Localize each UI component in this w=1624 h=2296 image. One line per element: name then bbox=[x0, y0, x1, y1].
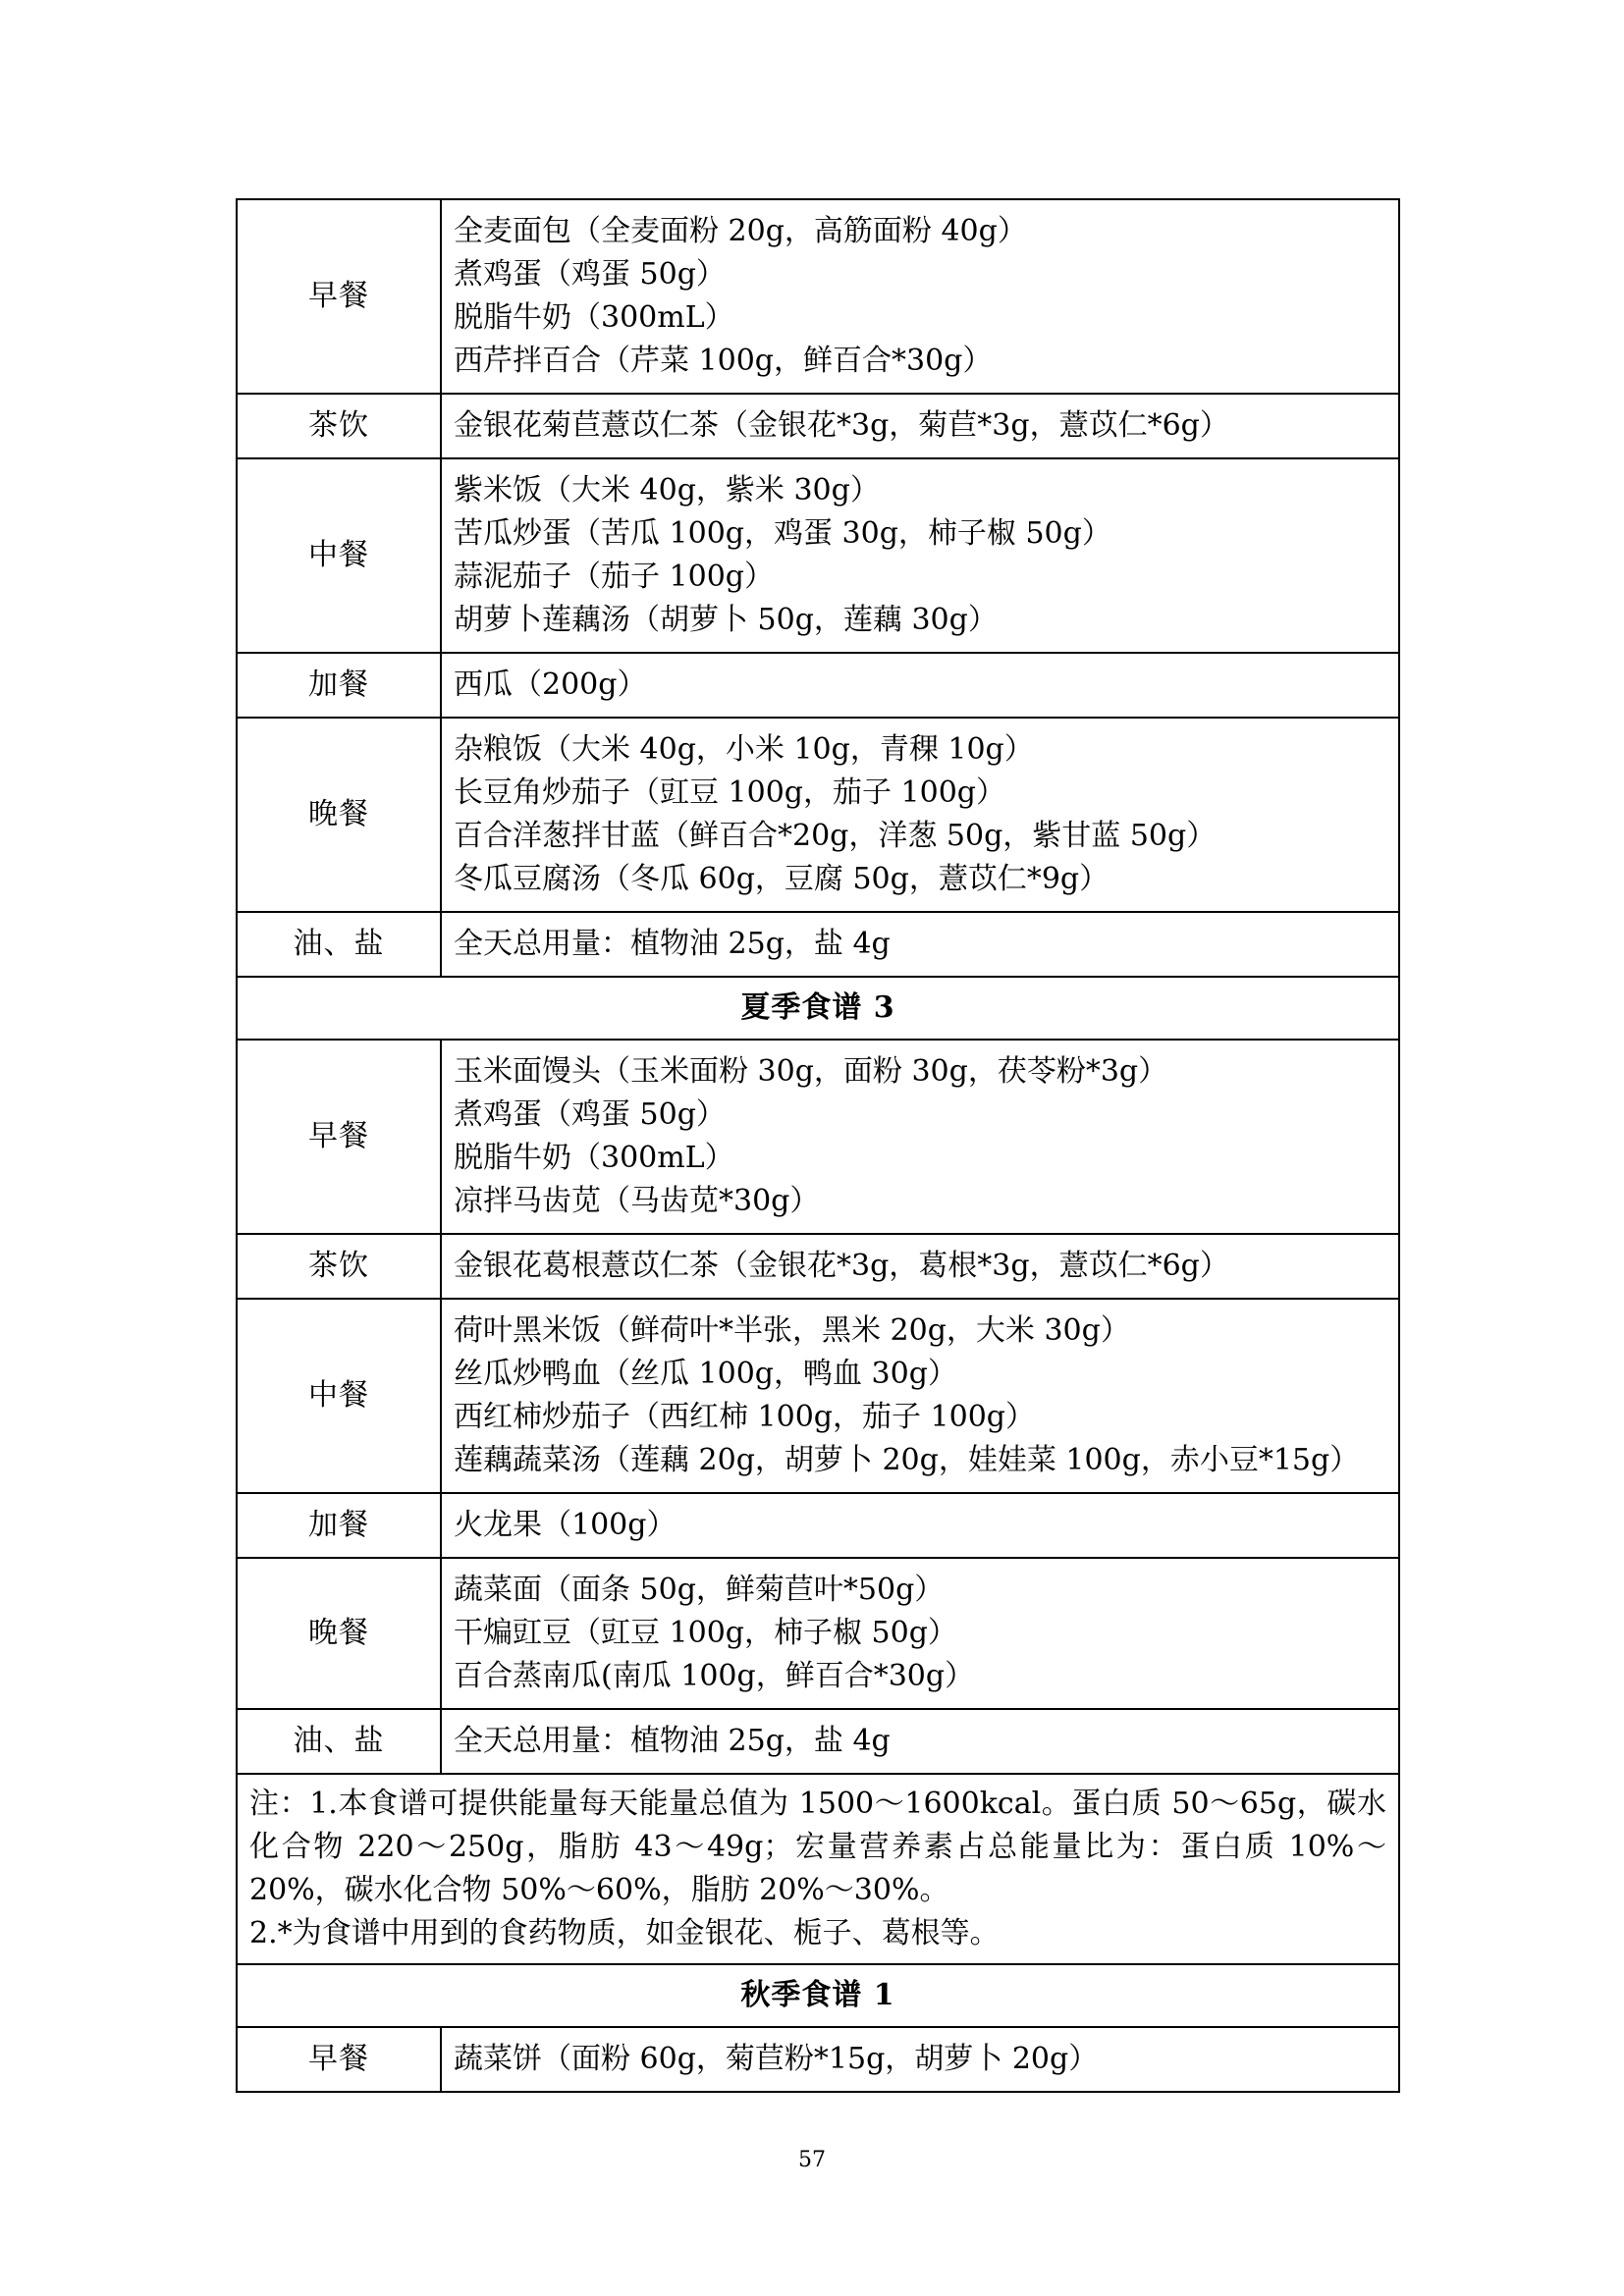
section-title: 夏季食谱 3 bbox=[237, 977, 1399, 1040]
section-header-row bbox=[237, 1964, 1399, 2027]
meal-items bbox=[441, 1234, 1399, 1299]
meal-items bbox=[441, 458, 1399, 653]
meal-name: 早餐 bbox=[237, 1040, 441, 1234]
meal-row bbox=[237, 1040, 1399, 1234]
meal-items bbox=[441, 653, 1399, 718]
meal-item: 火龙果（100g） bbox=[454, 1508, 677, 1542]
section-header-row bbox=[237, 977, 1399, 1040]
meal-row bbox=[237, 912, 1399, 977]
meal-items bbox=[441, 1558, 1399, 1709]
meal-row bbox=[237, 1558, 1399, 1709]
meal-item: 凉拌马齿苋（马齿苋*30g） bbox=[454, 1184, 820, 1218]
meal-item: 玉米面馒头（玉米面粉 30g，面粉 30g，茯苓粉*3g） bbox=[454, 1054, 1168, 1089]
meal-row bbox=[237, 653, 1399, 718]
meal-row bbox=[237, 458, 1399, 653]
meal-item: 蔬菜面（面条 50g，鲜菊苣叶*50g） bbox=[454, 1573, 945, 1607]
section-title: 秋季食谱 1 bbox=[237, 1964, 1399, 2027]
meal-item: 脱脂牛奶（300mL） bbox=[454, 1141, 734, 1175]
meal-items bbox=[441, 1709, 1399, 1774]
note-line: 2.*为食谱中用到的食药物质，如金银花、栀子、葛根等。 bbox=[249, 1916, 1000, 1950]
meal-item: 全天总用量：植物油 25g，盐 4g bbox=[454, 927, 891, 961]
meal-item: 蔬菜饼（面粉 60g，菊苣粉*15g，胡萝卜 20g） bbox=[454, 2042, 1099, 2076]
meal-name: 茶饮 bbox=[237, 394, 441, 458]
meal-item: 胡萝卜莲藕汤（胡萝卜 50g，莲藕 30g） bbox=[454, 603, 998, 637]
menu-table bbox=[236, 198, 1400, 2093]
meal-item: 冬瓜豆腐汤（冬瓜 60g，豆腐 50g，薏苡仁*9g） bbox=[454, 862, 1110, 896]
note-row bbox=[237, 1774, 1399, 1964]
meal-item: 全天总用量：植物油 25g，盐 4g bbox=[454, 1724, 891, 1758]
meal-name: 加餐 bbox=[237, 653, 441, 718]
meal-item: 西瓜（200g） bbox=[454, 667, 647, 702]
meal-item: 蒜泥茄子（茄子 100g） bbox=[454, 560, 775, 594]
meal-item: 长豆角炒茄子（豇豆 100g，茄子 100g） bbox=[454, 775, 1006, 810]
meal-item: 脱脂牛奶（300mL） bbox=[454, 300, 734, 335]
meal-name: 中餐 bbox=[237, 458, 441, 653]
meal-name: 晚餐 bbox=[237, 1558, 441, 1709]
meal-items bbox=[441, 199, 1399, 394]
meal-item: 全麦面包（全麦面粉 20g，高筋面粉 40g） bbox=[454, 214, 1027, 248]
meal-item: 金银花葛根薏苡仁茶（金银花*3g，葛根*3g，薏苡仁*6g） bbox=[454, 1249, 1229, 1283]
meal-row bbox=[237, 1299, 1399, 1493]
meal-name: 中餐 bbox=[237, 1299, 441, 1493]
meal-name: 晚餐 bbox=[237, 718, 441, 912]
meal-name: 早餐 bbox=[237, 199, 441, 394]
meal-item: 西芹拌百合（芹菜 100g，鲜百合*30g） bbox=[454, 344, 993, 378]
meal-item: 百合洋葱拌甘蓝（鲜百合*20g，洋葱 50g，紫甘蓝 50g） bbox=[454, 819, 1217, 853]
menu-table-body bbox=[237, 199, 1399, 2092]
meal-item: 百合蒸南瓜(南瓜 100g，鲜百合*30g） bbox=[454, 1659, 975, 1693]
meal-item: 煮鸡蛋（鸡蛋 50g） bbox=[454, 1097, 726, 1132]
meal-item: 煮鸡蛋（鸡蛋 50g） bbox=[454, 257, 726, 292]
meal-row bbox=[237, 2027, 1399, 2092]
meal-items bbox=[441, 394, 1399, 458]
meal-items bbox=[441, 1040, 1399, 1234]
page-number: 57 bbox=[798, 2148, 826, 2172]
meal-row bbox=[237, 718, 1399, 912]
meal-items bbox=[441, 2027, 1399, 2092]
meal-item: 紫米饭（大米 40g，紫米 30g） bbox=[454, 473, 880, 507]
meal-item: 金银花菊苣薏苡仁茶（金银花*3g，菊苣*3g，薏苡仁*6g） bbox=[454, 408, 1229, 443]
meal-row bbox=[237, 1234, 1399, 1299]
meal-item: 丝瓜炒鸭血（丝瓜 100g，鸭血 30g） bbox=[454, 1357, 957, 1391]
meal-name: 茶饮 bbox=[237, 1234, 441, 1299]
meal-row bbox=[237, 1493, 1399, 1558]
meal-name: 早餐 bbox=[237, 2027, 441, 2092]
meal-name: 油、盐 bbox=[237, 1709, 441, 1774]
meal-items bbox=[441, 912, 1399, 977]
meal-item: 苦瓜炒蛋（苦瓜 100g，鸡蛋 30g，柿子椒 50g） bbox=[454, 516, 1111, 551]
note-cell bbox=[237, 1774, 1399, 1964]
meal-items bbox=[441, 1299, 1399, 1493]
meal-row bbox=[237, 1709, 1399, 1774]
meal-item: 莲藕蔬菜汤（莲藕 20g，胡萝卜 20g，娃娃菜 100g，赤小豆*15g） bbox=[454, 1443, 1360, 1477]
meal-item: 荷叶黑米饭（鲜荷叶*半张，黑米 20g，大米 30g） bbox=[454, 1313, 1130, 1348]
meal-items bbox=[441, 718, 1399, 912]
meal-items bbox=[441, 1493, 1399, 1558]
note-line: 注：1.本食谱可提供能量每天能量总值为 1500～1600kcal。蛋白质 50～65g，碳水化合物 220～250g，脂肪 43～49g；宏量营养素占总能量比为：蛋白质 10%～20%，碳水化合物 50%～60%，脂肪 20%～30%。 bbox=[249, 1787, 1386, 1907]
meal-item: 杂粮饭（大米 40g，小米 10g，青稞 10g） bbox=[454, 732, 1034, 767]
meal-name: 油、盐 bbox=[237, 912, 441, 977]
meal-item: 干煸豇豆（豇豆 100g，柿子椒 50g） bbox=[454, 1616, 957, 1650]
meal-name: 加餐 bbox=[237, 1493, 441, 1558]
meal-item: 西红柿炒茄子（西红柿 100g，茄子 100g） bbox=[454, 1400, 1036, 1434]
meal-row bbox=[237, 394, 1399, 458]
meal-row bbox=[237, 199, 1399, 394]
